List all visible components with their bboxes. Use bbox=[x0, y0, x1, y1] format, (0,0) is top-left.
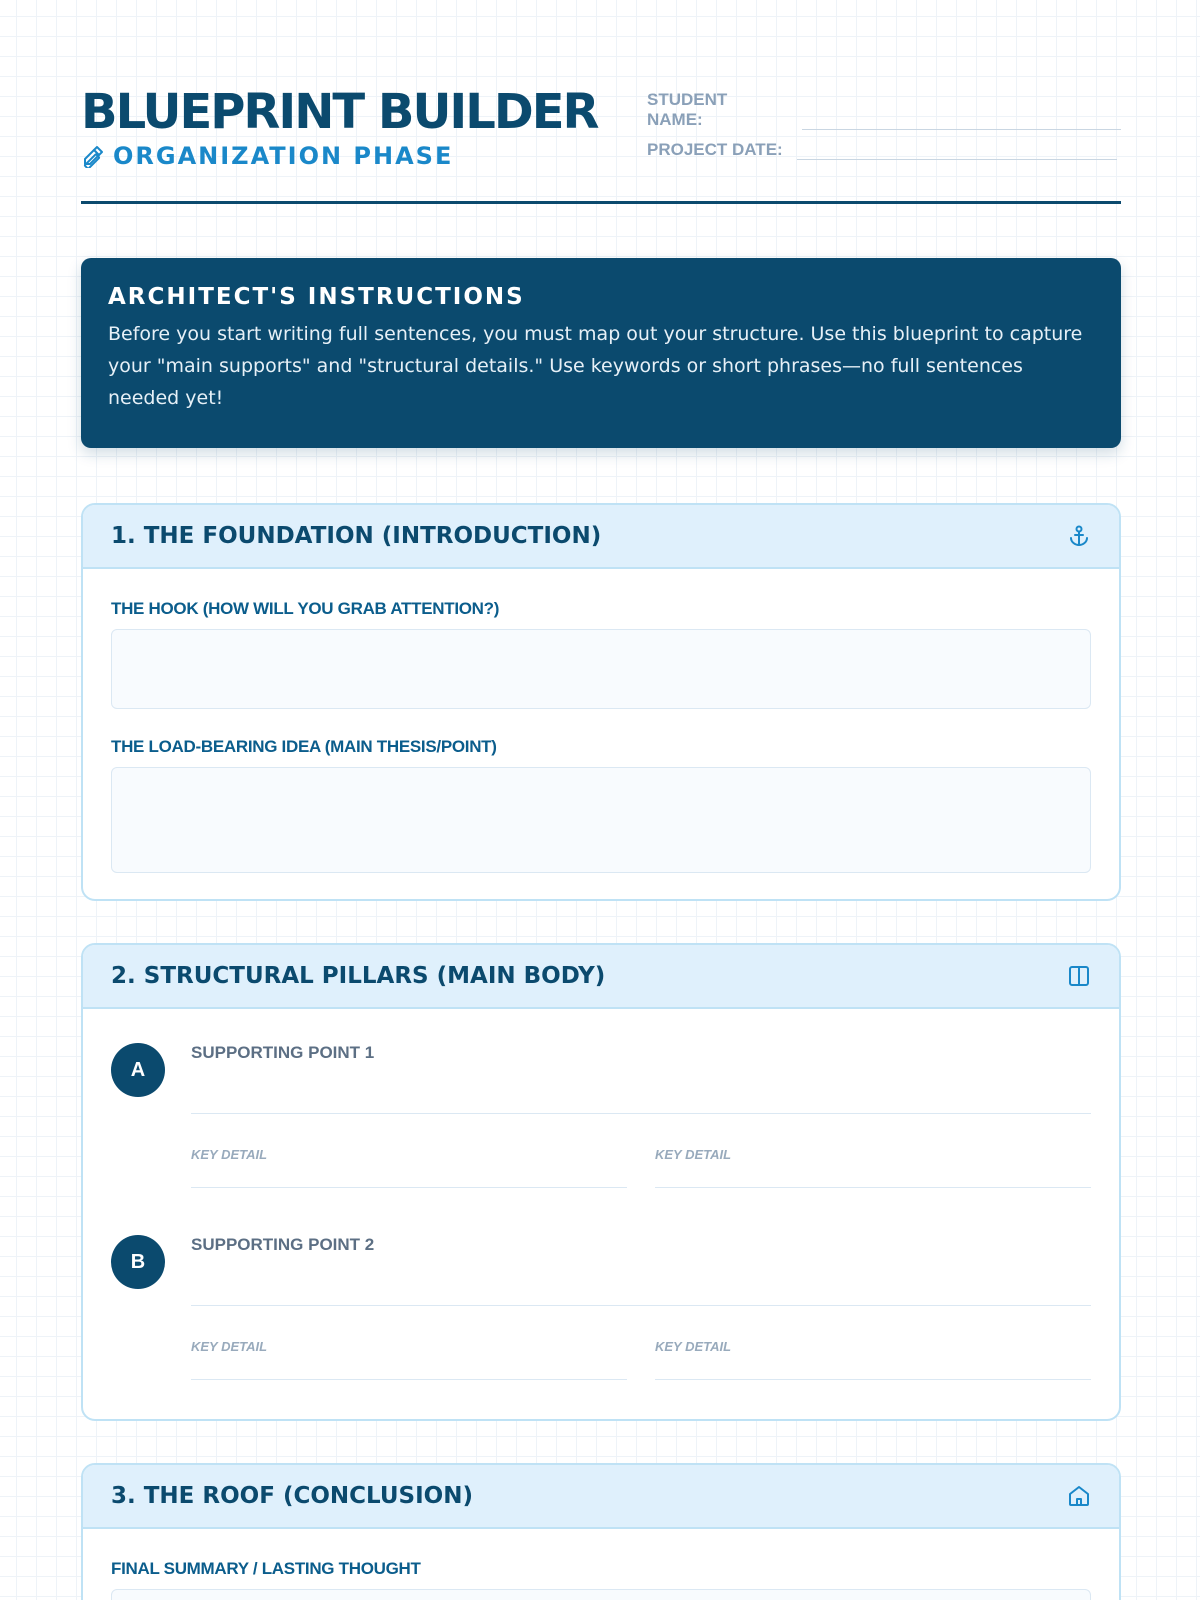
thesis-label: THE LOAD-BEARING IDEA (MAIN THESIS/POINT) bbox=[111, 737, 497, 756]
page-title: BLUEPRINT BUILDER bbox=[81, 84, 598, 140]
roof-section bbox=[81, 1463, 1121, 1600]
key-detail-label: KEY DETAIL bbox=[655, 1147, 732, 1162]
key-detail-label: KEY DETAIL bbox=[191, 1147, 268, 1162]
summary-input[interactable] bbox=[111, 1589, 1091, 1600]
pencil-ruler-icon bbox=[81, 144, 105, 168]
instructions-title: ARCHITECT'S INSTRUCTIONS bbox=[108, 284, 525, 310]
subtitle-text: ORGANIZATION PHASE bbox=[113, 142, 454, 170]
project-date-field[interactable] bbox=[797, 138, 1117, 160]
pillars-header bbox=[83, 945, 1119, 1009]
summary-label: FINAL SUMMARY / LASTING THOUGHT bbox=[111, 1559, 421, 1578]
instructions-box bbox=[81, 258, 1121, 448]
foundation-section bbox=[81, 503, 1121, 901]
supporting-point-label: SUPPORTING POINT 1 bbox=[191, 1043, 375, 1062]
anchor-icon bbox=[1067, 524, 1091, 548]
worksheet-page bbox=[81, 0, 1121, 1578]
student-name-label: STUDENT NAME: bbox=[647, 90, 728, 129]
hook-label: THE HOOK (HOW WILL YOU GRAB ATTENTION?) bbox=[111, 599, 500, 618]
student-name-row bbox=[647, 90, 1121, 130]
worksheet-header bbox=[81, 0, 1121, 204]
pillars-section bbox=[81, 943, 1121, 1421]
supporting-point-input[interactable] bbox=[191, 1113, 1091, 1114]
pillars-title: 2. STRUCTURAL PILLARS (MAIN BODY) bbox=[111, 963, 606, 989]
roof-header bbox=[83, 1465, 1119, 1529]
supporting-point-label: SUPPORTING POINT 2 bbox=[191, 1235, 375, 1254]
pillar-badge: B bbox=[111, 1235, 165, 1289]
foundation-header bbox=[83, 505, 1119, 569]
pillar-b bbox=[111, 1235, 1091, 1405]
pillar-a bbox=[111, 1043, 1091, 1213]
key-detail-input[interactable] bbox=[191, 1187, 627, 1188]
pillar-badge: A bbox=[111, 1043, 165, 1097]
key-detail-label: KEY DETAIL bbox=[191, 1339, 268, 1354]
columns-icon bbox=[1067, 964, 1091, 988]
foundation-title: 1. THE FOUNDATION (INTRODUCTION) bbox=[111, 523, 602, 549]
roof-title: 3. THE ROOF (CONCLUSION) bbox=[111, 1483, 473, 1509]
key-detail-input[interactable] bbox=[191, 1379, 627, 1380]
project-date-row bbox=[647, 138, 1117, 160]
page-subtitle bbox=[81, 142, 453, 170]
key-detail-label: KEY DETAIL bbox=[655, 1339, 732, 1354]
supporting-point-input[interactable] bbox=[191, 1305, 1091, 1306]
house-icon bbox=[1067, 1484, 1091, 1508]
thesis-input[interactable] bbox=[111, 767, 1091, 873]
instructions-body: Before you start writing full sentences, you must map out your structure. Use this blueprint to capture your "main supports" and "structural details." Use keywords or short phrases—no full sentences needed yet! bbox=[108, 323, 1083, 409]
student-name-field[interactable] bbox=[802, 108, 1122, 130]
key-detail-input[interactable] bbox=[655, 1187, 1091, 1188]
project-date-label: PROJECT DATE: bbox=[647, 140, 783, 159]
hook-input[interactable] bbox=[111, 629, 1091, 709]
key-detail-input[interactable] bbox=[655, 1379, 1091, 1380]
